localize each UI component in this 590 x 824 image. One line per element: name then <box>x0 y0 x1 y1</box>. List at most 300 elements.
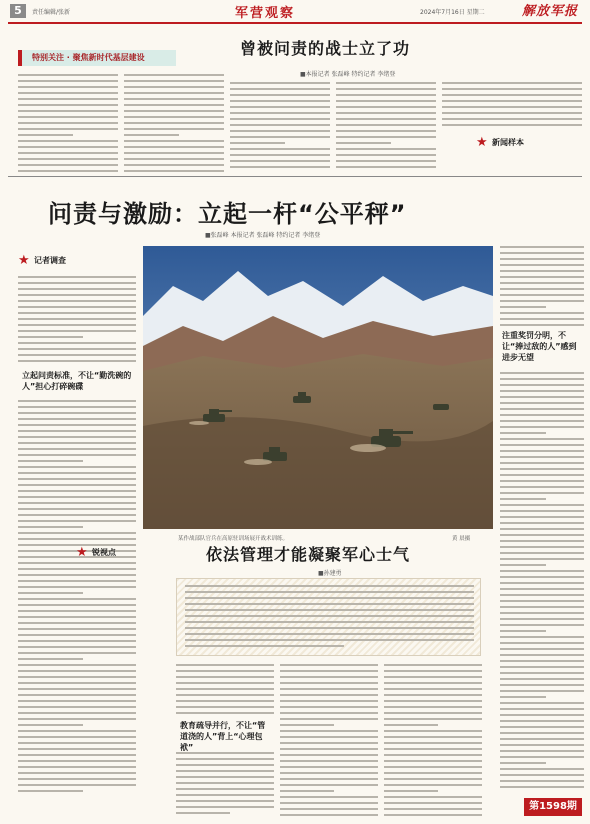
star-icon: ★ <box>76 545 88 560</box>
text-line <box>500 768 584 770</box>
text-line <box>230 100 330 102</box>
text-line <box>500 774 584 776</box>
text-line <box>18 354 136 356</box>
text-line <box>500 444 584 446</box>
text-line <box>18 86 118 88</box>
text-line <box>230 82 330 84</box>
text-line <box>336 154 436 156</box>
photo-caption: 某作战部队官兵在高原驻训场展开战术训练。 <box>178 536 289 542</box>
text-line <box>18 736 136 738</box>
text-line <box>500 414 584 416</box>
text-line <box>280 802 378 804</box>
text-line <box>500 534 584 536</box>
text-line <box>18 766 136 768</box>
text-line <box>500 636 584 638</box>
text-line <box>18 694 136 696</box>
text-line <box>18 342 136 344</box>
text-line <box>18 496 136 498</box>
upper-headline: 曾被问责的战士立了功 <box>240 39 411 58</box>
text-line <box>18 598 136 600</box>
text-line <box>18 628 136 630</box>
text-line <box>18 348 136 350</box>
text-line <box>176 688 274 690</box>
text-line <box>500 498 546 500</box>
text-line <box>500 696 546 698</box>
text-line <box>176 712 274 714</box>
text-line <box>500 654 584 656</box>
text-line <box>384 706 482 708</box>
text-line <box>500 780 584 782</box>
text-line <box>124 134 179 136</box>
text-line <box>500 264 584 266</box>
text-line <box>185 591 474 593</box>
text-line <box>500 372 584 374</box>
text-line <box>124 146 224 148</box>
text-line <box>384 748 482 750</box>
text-line <box>384 760 482 762</box>
text-line <box>124 128 224 130</box>
text-line <box>336 112 436 114</box>
text-line <box>500 708 584 710</box>
text-line <box>500 420 584 422</box>
upper-byline: ■本报记者 张磊峰 特约记者 李绪登 <box>300 71 396 78</box>
text-line <box>500 402 584 404</box>
text-line <box>18 730 136 732</box>
text-line <box>18 336 83 338</box>
text-line <box>230 130 330 132</box>
text-line <box>500 510 584 512</box>
subhead-3: 教育疏导并行，不让“管道浇的人”背上“心理包袱” <box>180 721 266 752</box>
text-line <box>185 627 474 629</box>
text-line <box>18 712 136 714</box>
text-line <box>176 682 274 684</box>
training-photo <box>143 246 493 529</box>
text-line <box>384 754 482 756</box>
text-line <box>18 592 83 594</box>
text-line <box>18 532 136 534</box>
left-col-a <box>18 276 136 366</box>
text-line <box>18 754 136 756</box>
text-line <box>442 106 582 108</box>
text-line <box>500 378 584 380</box>
text-line <box>18 790 83 792</box>
text-line <box>230 154 330 156</box>
text-line <box>280 748 378 750</box>
text-line <box>124 152 224 154</box>
text-line <box>500 486 584 488</box>
text-line <box>500 474 584 476</box>
text-line <box>500 702 584 704</box>
masthead <box>0 0 590 22</box>
text-line <box>185 585 474 587</box>
text-line <box>185 645 344 647</box>
text-line <box>500 594 584 596</box>
text-line <box>500 618 584 620</box>
text-line <box>500 756 584 758</box>
text-line <box>18 140 118 142</box>
text-line <box>18 520 136 522</box>
text-line <box>185 633 474 635</box>
star-icon: ★ <box>18 253 30 268</box>
text-line <box>124 140 224 142</box>
text-line <box>176 706 274 708</box>
text-line <box>18 360 136 362</box>
text-line <box>280 784 378 786</box>
text-line <box>500 276 584 278</box>
left-col-b <box>18 400 136 796</box>
news-sample-tag: ★ 新闻样本 <box>476 135 524 150</box>
text-line <box>185 615 474 617</box>
text-line <box>384 814 482 816</box>
text-line <box>384 796 482 798</box>
text-line <box>384 694 482 696</box>
text-line <box>18 330 136 332</box>
text-line <box>185 609 474 611</box>
text-line <box>280 700 378 702</box>
text-line <box>500 462 584 464</box>
law-headline: 依法管理才能凝聚军心士气 <box>206 545 411 564</box>
text-line <box>18 604 136 606</box>
text-line <box>280 712 378 714</box>
text-line <box>176 800 274 802</box>
text-line <box>384 790 438 792</box>
text-line <box>176 788 274 790</box>
text-line <box>442 82 582 84</box>
text-line <box>18 538 136 540</box>
text-line <box>500 732 584 734</box>
text-line <box>280 706 378 708</box>
text-line <box>500 762 546 764</box>
text-line <box>230 124 330 126</box>
text-line <box>18 574 136 576</box>
text-line <box>18 92 118 94</box>
text-line <box>176 782 274 784</box>
text-line <box>176 758 274 760</box>
text-line <box>500 612 584 614</box>
text-line <box>500 480 584 482</box>
text-line <box>442 112 582 114</box>
text-line <box>124 122 224 124</box>
text-line <box>500 300 584 302</box>
text-line <box>18 706 136 708</box>
text-line <box>124 104 224 106</box>
text-line <box>500 786 584 788</box>
text-line <box>500 606 584 608</box>
text-line <box>384 682 482 684</box>
text-line <box>384 718 482 720</box>
text-line <box>18 664 136 666</box>
text-line <box>18 276 136 278</box>
text-line <box>18 610 136 612</box>
issue-date: 2024年7月16日 星期二 <box>420 9 485 16</box>
text-line <box>18 724 83 726</box>
text-line <box>500 522 584 524</box>
text-line <box>18 472 136 474</box>
text-line <box>336 100 436 102</box>
text-line <box>18 460 83 462</box>
text-line <box>18 652 136 654</box>
text-line <box>500 306 546 308</box>
text-line <box>500 738 584 740</box>
text-line <box>230 136 330 138</box>
text-line <box>500 408 584 410</box>
text-line <box>185 621 474 623</box>
text-line <box>500 294 584 296</box>
text-line <box>176 764 274 766</box>
text-line <box>176 676 274 678</box>
right-col-b <box>500 372 584 792</box>
text-line <box>18 568 136 570</box>
text-line <box>280 724 334 726</box>
text-line <box>176 794 274 796</box>
text-line <box>384 712 482 714</box>
text-line <box>280 676 378 678</box>
text-line <box>18 306 136 308</box>
text-line <box>176 664 274 666</box>
text-line <box>18 490 136 492</box>
text-line <box>280 718 378 720</box>
text-line <box>18 116 118 118</box>
text-line <box>18 484 136 486</box>
text-line <box>500 600 584 602</box>
commentary-box <box>176 578 481 656</box>
text-line <box>384 700 482 702</box>
text-line <box>18 412 136 414</box>
text-line <box>500 324 584 326</box>
editor-credit: 责任编辑/张新 <box>32 9 71 16</box>
text-line <box>500 726 584 728</box>
text-line <box>18 128 118 130</box>
text-line <box>18 676 136 678</box>
text-line <box>384 676 482 678</box>
text-line <box>18 580 136 582</box>
text-line <box>280 694 378 696</box>
text-line <box>384 664 482 666</box>
text-line <box>18 300 136 302</box>
text-line <box>18 622 136 624</box>
photo-credit: 黄 晨摄 <box>452 536 471 542</box>
text-line <box>185 597 474 599</box>
reporter-notes-tag: ★ 记者调查 <box>18 253 66 268</box>
text-line <box>500 588 584 590</box>
text-line <box>500 258 584 260</box>
special-banner <box>18 50 176 66</box>
text-line <box>500 714 584 716</box>
text-line <box>500 318 584 320</box>
main-headline: 问责与激励：立起一杆“公平秤” <box>48 200 407 228</box>
text-line <box>280 778 378 780</box>
text-line <box>18 616 136 618</box>
text-line <box>18 670 136 672</box>
text-line <box>500 492 584 494</box>
upper-col-2 <box>124 74 224 176</box>
text-line <box>18 526 83 528</box>
text-line <box>280 670 378 672</box>
text-line <box>124 92 224 94</box>
text-line <box>18 454 136 456</box>
text-line <box>18 586 136 588</box>
text-line <box>384 784 482 786</box>
text-line <box>176 812 230 814</box>
text-line <box>18 98 118 100</box>
text-line <box>500 246 584 248</box>
text-line <box>18 282 136 284</box>
text-line <box>18 170 118 172</box>
text-line <box>500 678 584 680</box>
text-line <box>500 642 584 644</box>
text-line <box>336 136 436 138</box>
sharp-view-tag: ★ 锐视点 <box>76 545 116 560</box>
text-line <box>336 142 391 144</box>
upper-col-3 <box>230 82 330 172</box>
text-line <box>18 80 118 82</box>
lower-col-2 <box>280 664 378 820</box>
text-line <box>18 682 136 684</box>
section-divider <box>8 176 582 177</box>
text-line <box>280 754 378 756</box>
text-line <box>18 778 136 780</box>
text-line <box>500 432 546 434</box>
text-line <box>230 106 330 108</box>
text-line <box>500 582 584 584</box>
text-line <box>18 748 136 750</box>
text-line <box>384 670 482 672</box>
section-title: 军营观察 <box>235 6 296 21</box>
text-line <box>500 720 584 722</box>
issue-badge: 第1598期 <box>524 798 582 816</box>
text-line <box>384 688 482 690</box>
text-line <box>442 100 582 102</box>
text-line <box>500 684 584 686</box>
text-line <box>18 640 136 642</box>
text-line <box>280 772 378 774</box>
text-line <box>500 570 584 572</box>
text-line <box>500 468 584 470</box>
text-line <box>442 124 582 126</box>
text-line <box>18 466 136 468</box>
text-line <box>336 88 436 90</box>
text-line <box>500 456 584 458</box>
text-line <box>18 324 136 326</box>
lower-col-3 <box>384 664 482 820</box>
text-line <box>280 766 378 768</box>
text-line <box>124 74 224 76</box>
text-line <box>18 430 136 432</box>
text-line <box>384 766 482 768</box>
right-col-a <box>500 246 584 330</box>
text-line <box>230 166 330 168</box>
text-line <box>500 516 584 518</box>
text-line <box>500 558 584 560</box>
text-line <box>500 660 584 662</box>
text-line <box>500 552 584 554</box>
text-line <box>18 158 118 160</box>
text-line <box>500 438 584 440</box>
text-line <box>500 540 584 542</box>
text-line <box>230 148 330 150</box>
law-byline: ■孙建勇 <box>318 570 342 577</box>
text-line <box>18 514 136 516</box>
text-line <box>18 134 73 136</box>
text-line <box>384 778 482 780</box>
text-line <box>18 508 136 510</box>
text-line <box>18 312 136 314</box>
text-line <box>18 772 136 774</box>
text-line <box>124 158 224 160</box>
text-line <box>18 478 136 480</box>
text-line <box>336 148 436 150</box>
text-line <box>336 94 436 96</box>
text-line <box>500 252 584 254</box>
upper-col-5 <box>442 82 582 130</box>
text-line <box>230 94 330 96</box>
text-line <box>18 400 136 402</box>
text-line <box>500 648 584 650</box>
text-line <box>384 730 482 732</box>
text-line <box>18 436 136 438</box>
newspaper-logo: 解放军报 <box>522 4 579 19</box>
text-line <box>18 318 136 320</box>
text-line <box>18 634 136 636</box>
text-line <box>18 646 136 648</box>
text-line <box>500 426 584 428</box>
text-line <box>500 288 584 290</box>
text-line <box>18 104 118 106</box>
text-line <box>280 808 378 810</box>
text-line <box>18 74 118 76</box>
text-line <box>176 806 274 808</box>
text-line <box>280 814 378 816</box>
text-line <box>384 724 438 726</box>
text-line <box>384 742 482 744</box>
text-line <box>500 282 584 284</box>
text-line <box>18 502 136 504</box>
text-line <box>500 744 584 746</box>
text-line <box>18 700 136 702</box>
text-line <box>500 564 546 566</box>
text-line <box>384 772 482 774</box>
text-line <box>185 639 474 641</box>
text-line <box>18 146 118 148</box>
text-line <box>18 718 136 720</box>
text-line <box>176 694 274 696</box>
text-line <box>176 776 274 778</box>
upper-col-1 <box>18 74 118 176</box>
text-line <box>500 672 584 674</box>
text-line <box>230 160 330 162</box>
text-line <box>18 110 118 112</box>
text-line <box>500 504 584 506</box>
text-line <box>124 110 224 112</box>
text-line <box>124 116 224 118</box>
text-line <box>500 312 584 314</box>
text-line <box>18 418 136 420</box>
text-line <box>124 86 224 88</box>
lower-col-1 <box>176 664 274 718</box>
text-line <box>18 152 118 154</box>
text-line <box>500 750 584 752</box>
text-line <box>18 658 83 660</box>
masthead-rule <box>8 22 582 24</box>
text-line <box>280 682 378 684</box>
text-line <box>336 130 436 132</box>
text-line <box>384 802 482 804</box>
text-line <box>280 736 378 738</box>
text-line <box>18 760 136 762</box>
text-line <box>280 742 378 744</box>
text-line <box>185 603 474 605</box>
text-line <box>500 666 584 668</box>
